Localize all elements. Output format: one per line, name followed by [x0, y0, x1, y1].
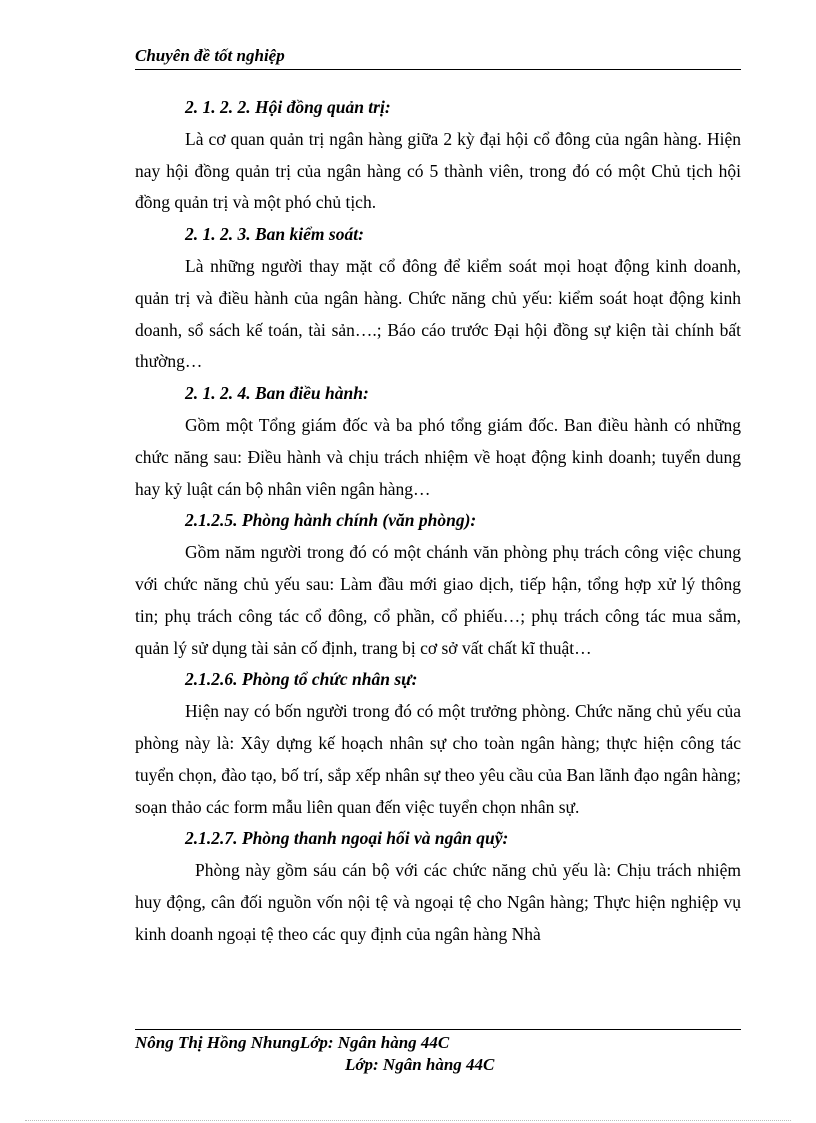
section-paragraph: Là cơ quan quản trị ngân hàng giữa 2 kỳ đại hội cổ đông của ngân hàng. Hiện nay hội đồng quản trị của ngân hàng có 5 thành viên, trong đó có một Chủ tịch hội đồng quản trị và một phó chủ tịch. — [135, 128, 741, 213]
footer-author-class: Nông Thị Hồng NhungLớp: Ngân hàng 44C — [135, 1033, 450, 1052]
page-bottom-edge — [25, 1120, 791, 1121]
section-paragraph: Phòng này gồm sáu cán bộ với các chức năng chủ yếu là: Chịu trách nhiệm huy động, cân đối nguồn vốn nội tệ và ngoại tệ cho Ngân hàng; Thực hiện nghiệp vụ kinh doanh ngoại tệ theo các quy định của ngân hàng Nhà — [135, 860, 741, 944]
section-paragraph: Gồm một Tổng giám đốc và ba phó tổng giám đốc. Ban điều hành có những chức năng sau: Điều hành và chịu trách nhiệm về hoạt động kinh doanh; tuyển dung hay kỷ luật cán bộ nhân viên ngân hàng… — [135, 414, 741, 499]
section-heading: 2. 1. 2. 2. Hội đồng quản trị: — [185, 97, 391, 117]
header-divider — [135, 69, 741, 70]
section-heading: 2.1.2.6. Phòng tổ chức nhân sự: — [185, 669, 418, 690]
document-header-title: Chuyên đề tốt nghiệp — [135, 46, 285, 65]
section-paragraph: Hiện nay có bốn người trong đó có một trưởng phòng. Chức năng chủ yếu của phòng này là: Xây dựng kế hoạch nhân sự cho toàn ngân hàng; thực hiện công tác tuyển chọn, đào tạo, bố trí, sắp xếp nhân sự theo yêu cầu của Ban lãnh đạo ngân hàng; soạn thảo các form mẫu liên quan đến việc tuyển chọn nhân sự. — [135, 701, 741, 817]
section-heading: 2.1.2.7. Phòng thanh ngoại hối và ngân quỹ: — [185, 828, 509, 849]
section-paragraph: Gồm năm người trong đó có một chánh văn phòng phụ trách công việc chung với chức năng chủ yếu sau: Làm đầu mới giao dịch, tiếp hận, tổng hợp xử lý thông tin; phụ trách công tác cổ đông, cổ phần, cổ phiếu…; phụ trách công tác mua sắm, quản lý sử dụng tài sản cố định, trang bị cơ sở vất chất kĩ thuật… — [135, 542, 741, 658]
footer-class: Lớp: Ngân hàng 44C — [345, 1055, 495, 1074]
document-body — [135, 92, 741, 951]
section-heading: 2. 1. 2. 3. Ban kiểm soát: — [185, 224, 364, 245]
section-paragraph: Là những người thay mặt cổ đông để kiểm soát mọi hoạt động kinh doanh, quản trị và điều hành của ngân hàng. Chức năng chủ yếu: kiểm soát hoạt động kinh doanh, sổ sách kế toán, tài sản….; Báo cáo trước Đại hội đồng sự kiện tài chính bất thường… — [135, 255, 741, 372]
section-heading: 2. 1. 2. 4. Ban điều hành: — [185, 383, 369, 404]
footer-divider — [135, 1029, 741, 1030]
section-heading: 2.1.2.5. Phòng hành chính (văn phòng): — [185, 510, 477, 531]
